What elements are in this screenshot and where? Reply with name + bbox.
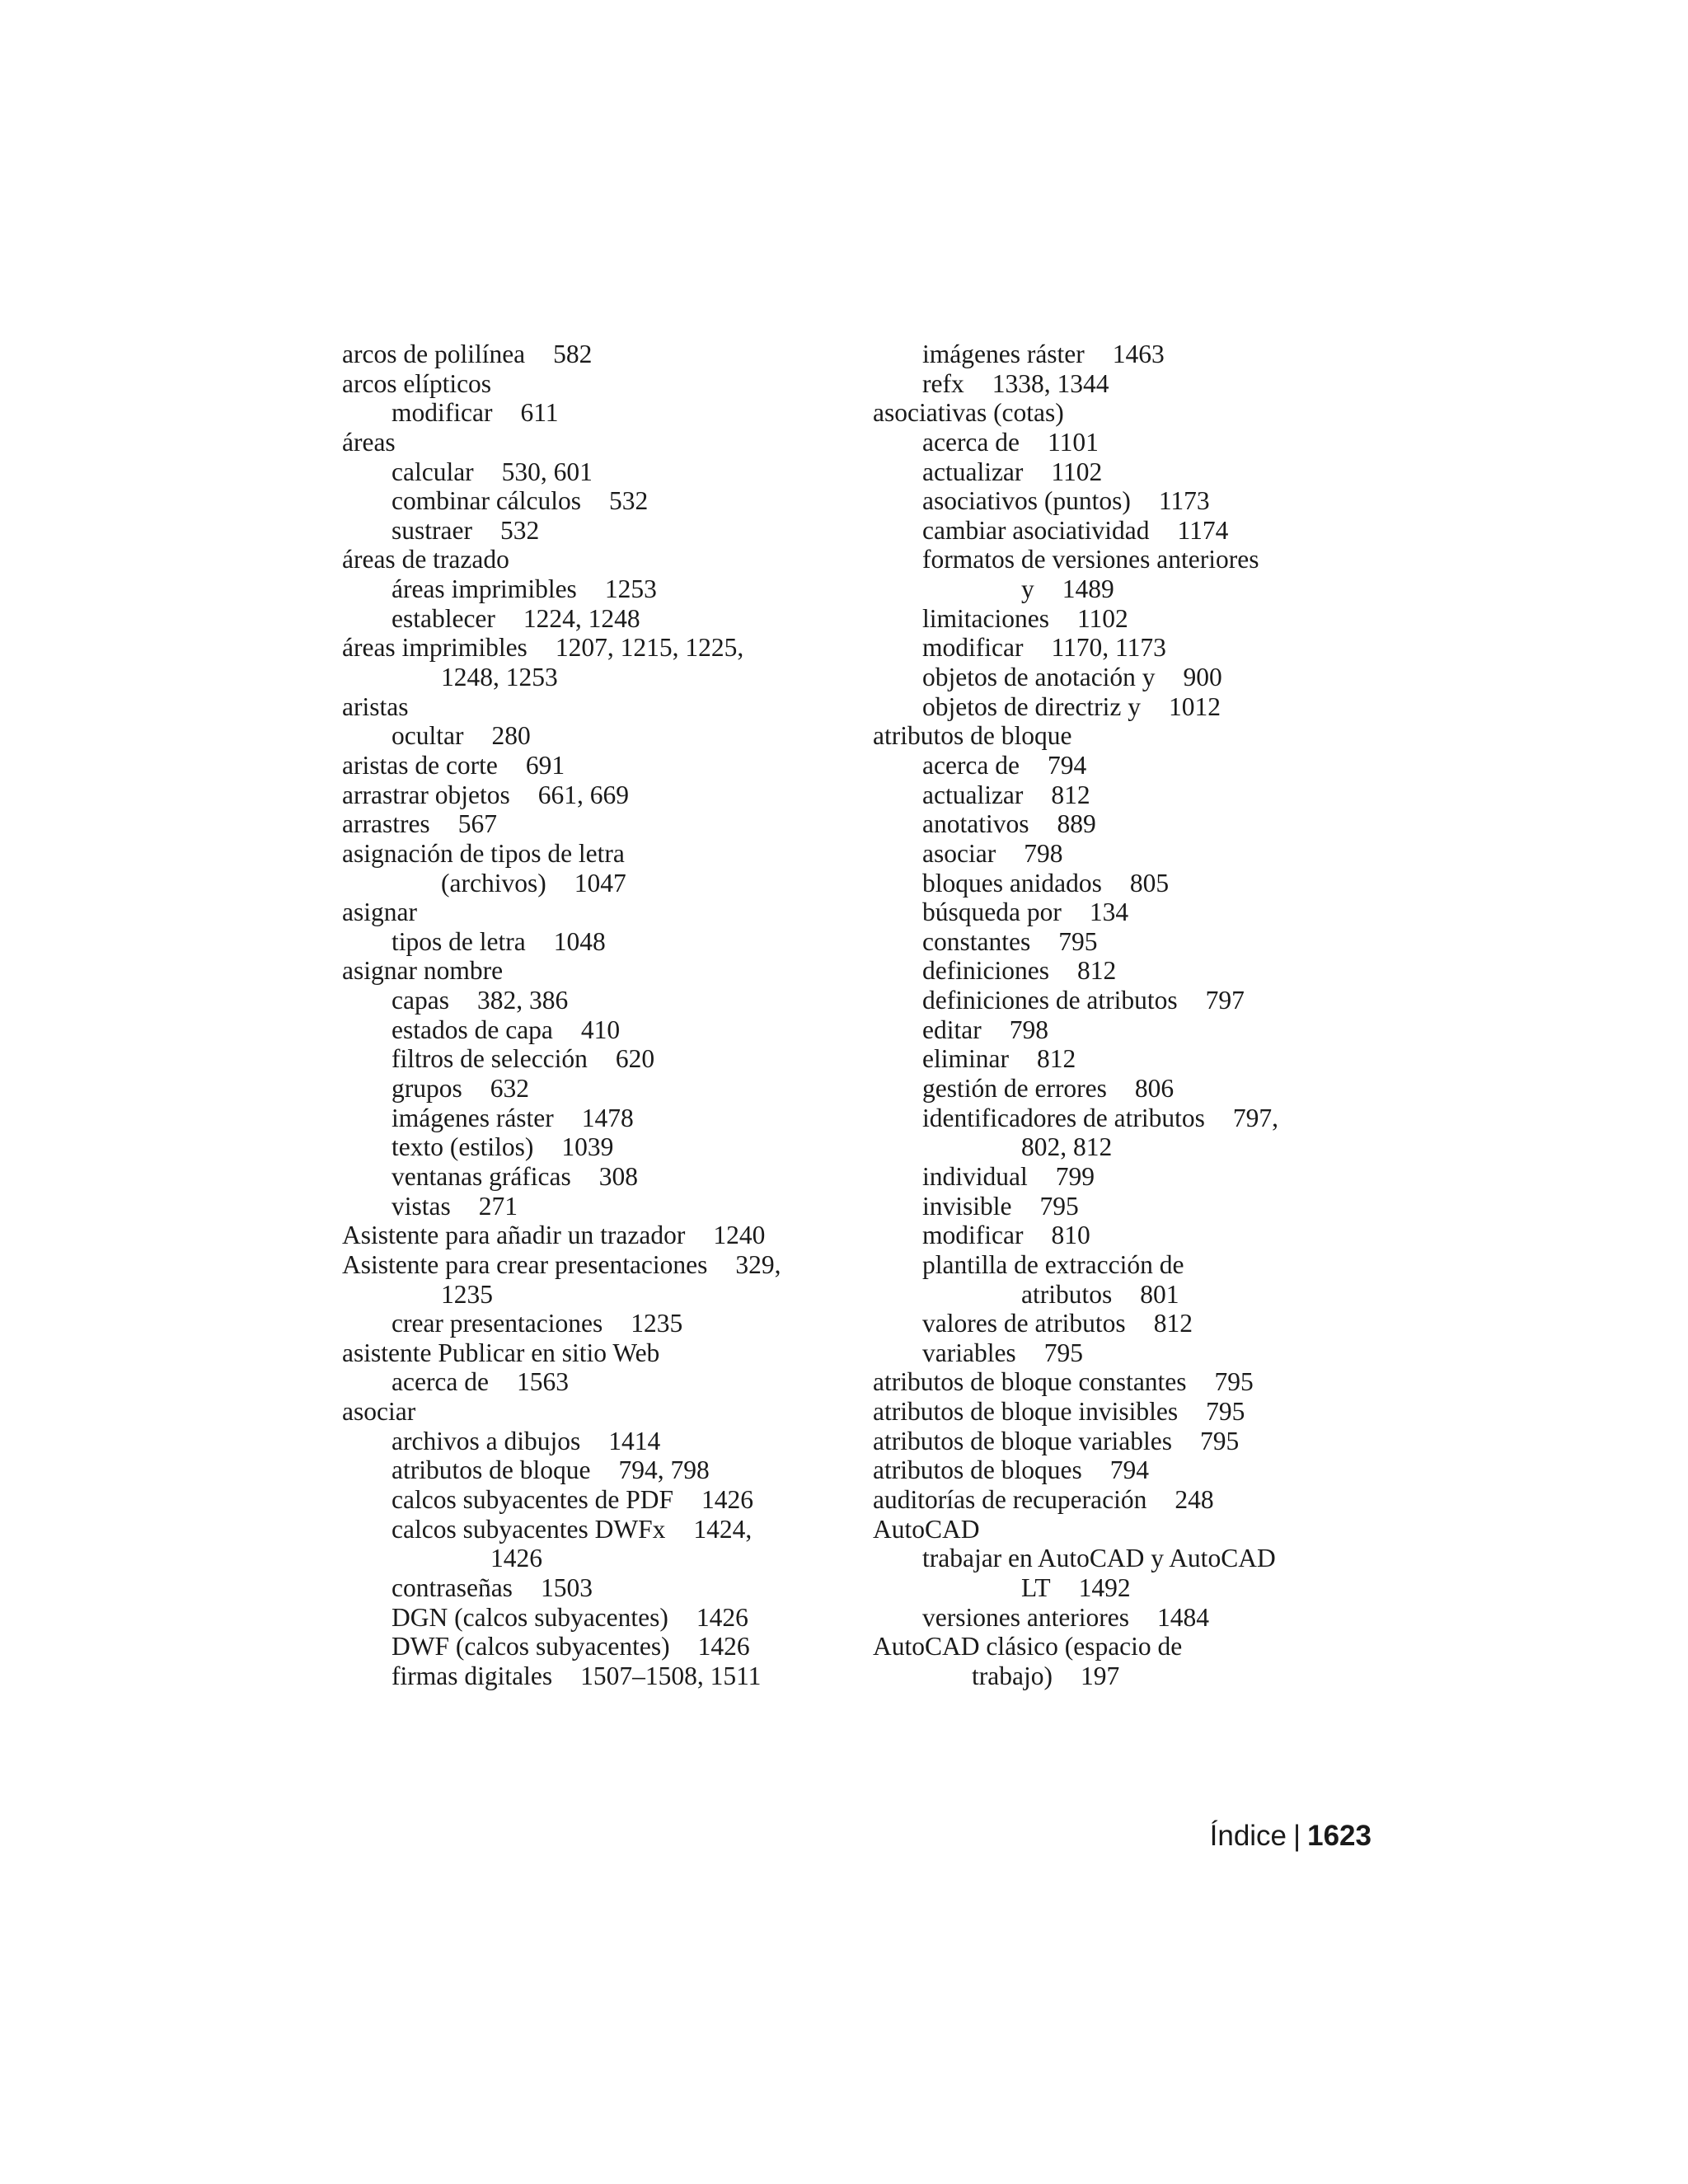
- index-entry: [873, 1573, 1367, 1603]
- index-term: áreas: [342, 427, 396, 457]
- index-page-refs: 1253: [604, 574, 657, 604]
- index-entry: [873, 1661, 1367, 1691]
- index-entry: [873, 751, 1367, 780]
- index-term: DGN (calcos subyacentes): [392, 1602, 668, 1632]
- index-entry: [342, 869, 837, 898]
- index-term: refx: [922, 368, 964, 398]
- index-page-refs: 1235: [631, 1309, 683, 1338]
- index-term: anotativos: [922, 809, 1029, 839]
- index-term: arrastrar objetos: [342, 780, 510, 809]
- index-page-refs: 382, 386: [476, 986, 569, 1015]
- index-term: asociativas (cotas): [873, 398, 1064, 428]
- index-entry: [342, 1221, 837, 1250]
- index-entry: [342, 1132, 837, 1162]
- index-term: trabajo): [972, 1661, 1053, 1690]
- index-entry: [342, 545, 837, 574]
- index-page-refs: 1503: [540, 1572, 593, 1602]
- index-term: atributos de bloque variables: [873, 1426, 1173, 1455]
- index-page-refs: 1338, 1344: [992, 368, 1109, 398]
- index-page-refs: 795: [1206, 1397, 1245, 1427]
- index-entry: [342, 1338, 837, 1368]
- index-page-refs: 1424,: [693, 1514, 753, 1544]
- index-entry: [342, 663, 837, 692]
- index-entry: [342, 1485, 837, 1515]
- index-entry: [873, 1544, 1367, 1573]
- index-page-refs: 812: [1051, 780, 1090, 809]
- index-term: AutoCAD clásico (espacio de: [873, 1632, 1183, 1661]
- index-term: auditorías de recuperación: [873, 1484, 1147, 1514]
- index-page-refs: 134: [1089, 898, 1129, 927]
- index-term: establecer: [392, 603, 495, 633]
- index-entry: [873, 1132, 1367, 1162]
- footer-page-number: 1623: [1307, 1820, 1372, 1852]
- index-term: sustraer: [392, 515, 472, 545]
- index-entry: [342, 1044, 837, 1074]
- index-entry: [873, 1221, 1367, 1250]
- index-term: capas: [392, 986, 449, 1015]
- index-entry: [342, 1397, 837, 1427]
- index-entry: [342, 486, 837, 516]
- index-entry: [342, 1632, 837, 1661]
- index-term: asistente Publicar en sitio Web: [342, 1338, 660, 1367]
- index-entry: [342, 751, 837, 780]
- index-page-refs: 1240: [713, 1221, 766, 1250]
- index-term: asociar: [922, 838, 996, 868]
- index-page-refs: 798: [1009, 1015, 1048, 1044]
- index-page-refs: 900: [1183, 663, 1222, 692]
- index-term: invisible: [922, 1191, 1012, 1221]
- index-term: texto (estilos): [392, 1132, 534, 1162]
- index-entry: [342, 1455, 837, 1485]
- index-entry: [342, 839, 837, 869]
- index-entry: [342, 1250, 837, 1280]
- index-term: DWF (calcos subyacentes): [392, 1632, 670, 1661]
- index-entry: [873, 574, 1367, 604]
- index-term: bloques anidados: [922, 868, 1102, 898]
- index-term: (archivos): [441, 868, 546, 898]
- index-term: áreas imprimibles: [392, 574, 577, 604]
- index-page-refs: 567: [457, 809, 497, 839]
- index-entry: [873, 1367, 1367, 1397]
- index-page-refs: 799: [1055, 1161, 1095, 1191]
- index-page-refs: 1173: [1158, 486, 1210, 516]
- index-entry: [873, 604, 1367, 634]
- index-entry: [873, 1280, 1367, 1310]
- index-entry: [342, 1309, 837, 1338]
- index-term: atributos: [1021, 1279, 1113, 1309]
- index-page-refs: 1489: [1062, 574, 1114, 604]
- index-entry: [342, 1074, 837, 1104]
- footer-separator: |: [1293, 1820, 1301, 1852]
- index-page-refs: 620: [615, 1044, 655, 1074]
- index-term: atributos de bloque invisibles: [873, 1397, 1179, 1427]
- index-entry: [873, 633, 1367, 663]
- index-page-refs: 691: [525, 750, 565, 780]
- index-entry: [873, 721, 1367, 751]
- index-term: valores de atributos: [922, 1309, 1126, 1338]
- index-page-refs: 812: [1153, 1309, 1193, 1338]
- index-term: modificar: [922, 1221, 1024, 1250]
- index-entry: [873, 898, 1367, 927]
- index-term: atributos de bloque: [873, 721, 1072, 751]
- index-term: asociativos (puntos): [922, 486, 1131, 516]
- index-page-refs: 1484: [1157, 1602, 1210, 1632]
- index-term: ocultar: [392, 721, 464, 751]
- index-term: asignar nombre: [342, 956, 504, 986]
- index-entry: [873, 486, 1367, 516]
- index-entry: [342, 692, 837, 722]
- index-page-refs: 1048: [553, 926, 606, 956]
- index-entry: [873, 780, 1367, 810]
- index-entry: [873, 428, 1367, 457]
- index-entry: [342, 369, 837, 399]
- index-term: individual: [922, 1161, 1028, 1191]
- index-entry: [873, 927, 1367, 957]
- index-page-refs: 806: [1134, 1074, 1175, 1104]
- index-entry: [873, 398, 1367, 428]
- index-entry: [873, 809, 1367, 839]
- index-entry: [873, 1162, 1367, 1192]
- index-term: calcos subyacentes DWFx: [392, 1514, 666, 1544]
- index-entry: [342, 780, 837, 810]
- index-column-left: [342, 340, 837, 1690]
- index-term: búsqueda por: [922, 898, 1062, 927]
- index-page-refs: 1207, 1215, 1225,: [555, 633, 744, 663]
- index-page-refs: 530, 601: [501, 457, 593, 486]
- index-term: acerca de: [922, 750, 1020, 780]
- page-footer: [1210, 1820, 1372, 1853]
- index-page-refs: 805: [1129, 868, 1170, 898]
- index-entry: [342, 1015, 837, 1045]
- index-entry: [342, 809, 837, 839]
- index-entry: [873, 545, 1367, 574]
- index-entry: [873, 1632, 1367, 1661]
- index-entry: [873, 516, 1367, 546]
- index-term: definiciones: [922, 956, 1049, 986]
- index-page-refs: 798: [1024, 838, 1063, 868]
- index-page-refs: 532: [499, 515, 540, 545]
- index-entry: [342, 721, 837, 751]
- index-term: calcular: [392, 457, 474, 486]
- index-entry: [342, 604, 837, 634]
- index-page-refs: 1507–1508, 1511: [580, 1661, 762, 1690]
- index-entry: [873, 369, 1367, 399]
- index-term: y: [1021, 574, 1034, 604]
- index-page-refs: 410: [580, 1015, 621, 1044]
- index-term: archivos a dibujos: [392, 1426, 581, 1455]
- index-entry: [873, 1104, 1367, 1133]
- index-term: tipos de letra: [392, 926, 526, 956]
- index-term: calcos subyacentes de PDF: [392, 1484, 674, 1514]
- index-term: Asistente para crear presentaciones: [342, 1249, 708, 1279]
- index-page-refs: 795: [1200, 1426, 1240, 1455]
- index-term: aristas de corte: [342, 750, 498, 780]
- index-entry: [342, 1573, 837, 1603]
- index-entry: [873, 839, 1367, 869]
- index-page-refs: 795: [1214, 1367, 1254, 1397]
- index-entry: [873, 1044, 1367, 1074]
- index-page-refs: 812: [1076, 956, 1117, 986]
- index-term: objetos de anotación y: [922, 663, 1156, 692]
- index-page-refs: 1248, 1253: [441, 663, 558, 692]
- index-page-refs: 1478: [581, 1103, 634, 1132]
- index-page-refs: 271: [478, 1191, 518, 1221]
- index-page-refs: 532: [609, 486, 649, 516]
- index-page-refs: 795: [1058, 926, 1098, 956]
- index-page-refs: 1426: [490, 1544, 542, 1573]
- index-term: áreas de trazado: [342, 545, 509, 574]
- index-term: modificar: [922, 633, 1024, 663]
- index-entry: [873, 1309, 1367, 1338]
- index-term: gestión de errores: [922, 1074, 1107, 1104]
- index-page-refs: 329,: [735, 1249, 781, 1279]
- index-page-refs: 1047: [574, 868, 626, 898]
- index-entry: [873, 457, 1367, 487]
- index-entry: [342, 1104, 837, 1133]
- index-term: objetos de directriz y: [922, 691, 1142, 721]
- index-term: plantilla de extracción de: [922, 1249, 1184, 1279]
- index-entry: [342, 1427, 837, 1456]
- index-entry: [342, 1544, 837, 1573]
- index-term: acerca de: [392, 1367, 490, 1397]
- index-term: grupos: [392, 1074, 462, 1104]
- index-term: atributos de bloques: [873, 1455, 1082, 1485]
- index-page-refs: 632: [490, 1074, 529, 1104]
- index-term: estados de capa: [392, 1015, 553, 1044]
- index-entry: [342, 516, 837, 546]
- index-entry: [342, 927, 837, 957]
- index-entry: [873, 1455, 1367, 1485]
- index-page-refs: 611: [520, 398, 559, 428]
- index-term: áreas imprimibles: [342, 633, 528, 663]
- index-page-refs: 1492: [1078, 1572, 1131, 1602]
- index-term: imágenes ráster: [922, 340, 1085, 368]
- index-entry: [873, 956, 1367, 986]
- index-entry: [342, 986, 837, 1015]
- index-entry: [873, 1603, 1367, 1633]
- index-page-refs: 1170, 1173: [1051, 633, 1166, 663]
- index-term: arcos de polilínea: [342, 340, 526, 368]
- index-entry: [342, 1603, 837, 1633]
- index-term: atributos de bloque constantes: [873, 1367, 1187, 1397]
- index-entry: [342, 1515, 837, 1544]
- index-page-refs: 1101: [1048, 427, 1099, 457]
- index-page-refs: 1426: [696, 1602, 748, 1632]
- index-page-refs: 197: [1080, 1661, 1120, 1690]
- index-term: vistas: [392, 1191, 451, 1221]
- index-term: editar: [922, 1015, 982, 1044]
- index-term: arrastres: [342, 809, 430, 839]
- index-term: eliminar: [922, 1044, 1009, 1074]
- index-entry: [873, 986, 1367, 1015]
- index-page-refs: 1224, 1248: [523, 603, 640, 633]
- index-term: AutoCAD: [873, 1514, 980, 1544]
- index-page-refs: 308: [598, 1161, 639, 1191]
- index-page-refs: 794, 798: [618, 1455, 710, 1485]
- index-entry: [873, 1427, 1367, 1456]
- index-entry: [342, 1367, 837, 1397]
- index-term: trabajar en AutoCAD y AutoCAD: [922, 1544, 1276, 1573]
- index-term: definiciones de atributos: [922, 986, 1178, 1015]
- index-entry: [873, 1192, 1367, 1221]
- index-entry: [873, 692, 1367, 722]
- index-term: LT: [1021, 1572, 1051, 1602]
- index-page-refs: 661, 669: [537, 780, 630, 809]
- index-page-refs: 1463: [1112, 340, 1165, 368]
- index-term: constantes: [922, 926, 1031, 956]
- index-page-refs: 1102: [1051, 457, 1103, 486]
- index-entry: [342, 1661, 837, 1691]
- index-page-refs: 582: [553, 340, 593, 368]
- index-page-refs: 794: [1109, 1455, 1149, 1485]
- index-term: combinar cálculos: [392, 486, 582, 516]
- index-entry: [873, 663, 1367, 692]
- index-entry: [342, 398, 837, 428]
- index-term: acerca de: [922, 427, 1020, 457]
- index-entry: [342, 428, 837, 457]
- index-entry: [342, 340, 837, 369]
- index-term: arcos elípticos: [342, 368, 492, 398]
- index-term: limitaciones: [922, 603, 1049, 633]
- index-page-refs: 1426: [701, 1484, 754, 1514]
- index-page-refs: 797: [1205, 986, 1245, 1015]
- index-entry: [342, 574, 837, 604]
- index-entry: [873, 1015, 1367, 1045]
- index-term: atributos de bloque: [392, 1455, 591, 1485]
- index-term: ventanas gráficas: [392, 1161, 571, 1191]
- index-term: modificar: [392, 398, 493, 428]
- index-term: formatos de versiones anteriores: [922, 545, 1259, 574]
- index-term: Asistente para añadir un trazador: [342, 1221, 686, 1250]
- index-page-refs: 1426: [697, 1632, 750, 1661]
- index-entry: [342, 457, 837, 487]
- index-entry: [342, 956, 837, 986]
- index-term: actualizar: [922, 457, 1024, 486]
- index-entry: [342, 1280, 837, 1310]
- index-page-refs: 889: [1057, 809, 1096, 839]
- index-page-refs: 280: [491, 721, 531, 751]
- index-entry: [342, 1162, 837, 1192]
- index-page-refs: 1174: [1177, 515, 1229, 545]
- index-entry: [873, 1515, 1367, 1544]
- index-page-refs: 797,: [1232, 1103, 1279, 1132]
- index-page-refs: 794: [1048, 750, 1087, 780]
- index-page-refs: 801: [1140, 1279, 1179, 1309]
- index-entry: [873, 1338, 1367, 1368]
- index-entry: [873, 1485, 1367, 1515]
- index-entry: [342, 898, 837, 927]
- index-entry: [873, 1397, 1367, 1427]
- index-page-refs: 1563: [517, 1367, 570, 1397]
- index-term: asignación de tipos de letra: [342, 838, 625, 868]
- index-page-refs: 810: [1051, 1221, 1090, 1250]
- index-term: variables: [922, 1338, 1016, 1367]
- footer-section-title: Índice: [1209, 1820, 1287, 1852]
- index-term: actualizar: [922, 780, 1024, 809]
- index-entry: [873, 869, 1367, 898]
- index-page-refs: 1414: [608, 1426, 661, 1455]
- index-entry: [342, 1192, 837, 1221]
- index-term: filtros de selección: [392, 1044, 588, 1074]
- index-column-right: [873, 340, 1367, 1690]
- index-entry: [873, 340, 1367, 369]
- index-term: asociar: [342, 1397, 416, 1427]
- index-page-refs: 802, 812: [1021, 1132, 1113, 1162]
- index-entry: [342, 633, 837, 663]
- index-page-refs: 248: [1175, 1484, 1214, 1514]
- index-page-refs: 795: [1039, 1191, 1079, 1221]
- index-term: asignar: [342, 898, 417, 927]
- index-entry: [873, 1074, 1367, 1104]
- index-page-refs: 795: [1043, 1338, 1083, 1367]
- index-term: versiones anteriores: [922, 1602, 1130, 1632]
- index-entry: [873, 1250, 1367, 1280]
- index-page-refs: 1039: [561, 1132, 614, 1162]
- index-page-refs: 1012: [1169, 691, 1221, 721]
- index-term: aristas: [342, 691, 409, 721]
- index-term: imágenes ráster: [392, 1103, 554, 1132]
- index-term: cambiar asociatividad: [922, 515, 1150, 545]
- index-page-refs: 1235: [441, 1279, 493, 1309]
- index-term: firmas digitales: [392, 1661, 553, 1690]
- index-term: crear presentaciones: [392, 1309, 603, 1338]
- index-term: contraseñas: [392, 1572, 513, 1602]
- index-page-refs: 1102: [1076, 603, 1128, 633]
- index-page-refs: 812: [1036, 1044, 1076, 1074]
- index-term: identificadores de atributos: [922, 1103, 1205, 1132]
